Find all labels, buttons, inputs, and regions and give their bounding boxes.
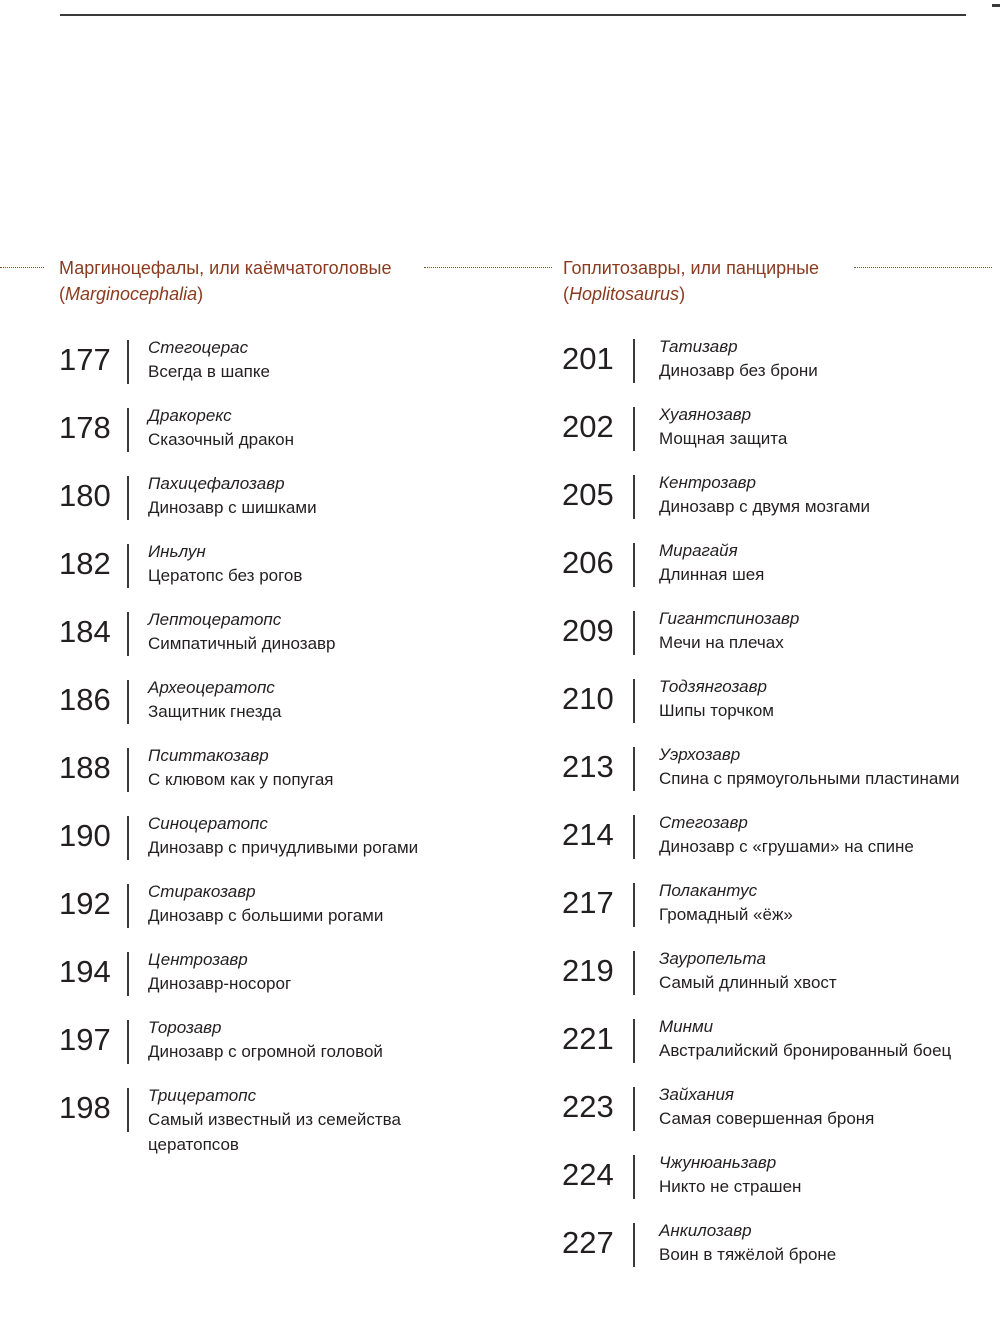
entry-description: Цератопс без рогов (148, 566, 303, 585)
entry-description: Сказочный дракон (148, 430, 295, 449)
page-number: 213 (562, 749, 614, 784)
divider-bar (633, 815, 635, 859)
entry-description: Динозавр с причудливыми рогами (148, 838, 419, 857)
dinosaur-name: Зайхания (659, 1085, 734, 1104)
divider-bar (633, 883, 635, 927)
dinosaur-name: Гигантспинозавр (659, 609, 800, 628)
divider-bar (127, 1020, 129, 1064)
entry-description: С клювом как у попугая (148, 770, 334, 789)
entry-description: Динозавр с шишками (148, 498, 317, 517)
entry-description: Динозавр с огромной головой (148, 1042, 383, 1061)
page-number: 184 (59, 614, 111, 649)
dinosaur-name: Торозавр (148, 1018, 222, 1037)
page-number: 206 (562, 545, 614, 580)
divider-bar (127, 680, 129, 724)
page-number: 221 (562, 1021, 614, 1056)
page-number: 198 (59, 1090, 111, 1125)
page-number: 197 (59, 1022, 111, 1057)
divider-bar (633, 1223, 635, 1267)
dinosaur-name: Дракорекс (148, 406, 232, 425)
entry-description: Воин в тяжёлой броне (659, 1245, 837, 1264)
dinosaur-name: Кентрозавр (659, 473, 757, 492)
right-section-title: Гоплитозавры, или панцирные (563, 258, 820, 278)
entry-description: Громадный «ёж» (659, 905, 793, 924)
divider-bar (633, 1155, 635, 1199)
dinosaur-name: Мирагайя (659, 541, 738, 560)
entry-description: Динозавр без брони (659, 361, 818, 380)
page-number: 188 (59, 750, 111, 785)
entry-description: Самый известный из семейства цератопсов (148, 1110, 401, 1154)
divider-bar (127, 952, 129, 996)
page-number: 178 (59, 410, 111, 445)
dinosaur-name: Синоцератопс (148, 814, 268, 833)
page-number: 201 (562, 341, 614, 376)
page-number: 177 (59, 342, 111, 377)
dinosaur-name: Стиракозавр (148, 882, 256, 901)
divider-bar (127, 476, 129, 520)
dinosaur-name: Иньлун (148, 542, 206, 561)
page-number: 180 (59, 478, 111, 513)
left-header-dotted-line-start (0, 267, 44, 268)
dinosaur-name: Анкилозавр (659, 1221, 752, 1240)
divider-bar (127, 1088, 129, 1132)
divider-bar (127, 340, 129, 384)
dinosaur-name: Тодзянгозавр (659, 677, 767, 696)
entry-description: Самый длинный хвост (659, 973, 837, 992)
dinosaur-name: Чжунюаньзавр (659, 1153, 777, 1172)
page-number: 186 (59, 682, 111, 717)
dinosaur-name: Стегоцерас (148, 338, 249, 357)
left-section-header (0, 255, 540, 307)
divider-bar (633, 747, 635, 791)
divider-bar (633, 543, 635, 587)
divider-bar (633, 679, 635, 723)
dinosaur-name: Археоцератопс (148, 678, 275, 697)
entry-description: Динозавр-носорог (148, 974, 292, 993)
divider-bar (633, 951, 635, 995)
dinosaur-name: Центрозавр (148, 950, 248, 969)
divider-bar (127, 748, 129, 792)
divider-bar (633, 611, 635, 655)
entry-description: Австралийский бронированный боец (659, 1041, 952, 1060)
divider-bar (633, 475, 635, 519)
dinosaur-name: Стегозавр (659, 813, 748, 832)
dinosaur-name: Полакантус (659, 881, 758, 900)
divider-bar (127, 544, 129, 588)
entry-description: Динозавр с «грушами» на спине (659, 837, 914, 856)
page-number: 223 (562, 1089, 614, 1124)
dinosaur-name: Уэрхозавр (659, 745, 741, 764)
entry-description: Симпатичный динозавр (148, 634, 336, 653)
dinosaur-name: Лептоцератопс (148, 610, 282, 629)
divider-bar (127, 612, 129, 656)
page-number: 202 (562, 409, 614, 444)
dinosaur-name: Татизавр (659, 337, 738, 356)
dinosaur-name: Пахицефалозавр (148, 474, 285, 493)
entry-description: Всегда в шапке (148, 362, 270, 381)
dinosaur-name: Пситтакозавр (148, 746, 269, 765)
page-number: 214 (562, 817, 614, 852)
page-number: 210 (562, 681, 614, 716)
page-number: 194 (59, 954, 111, 989)
dinosaur-name: Зауропельта (659, 949, 766, 968)
page-number: 224 (562, 1157, 614, 1192)
page-number: 190 (59, 818, 111, 853)
entry-description: Динозавр с двумя мозгами (659, 497, 871, 516)
divider-bar (633, 339, 635, 383)
entry-description: Длинная шея (659, 565, 765, 584)
entry-description: Динозавр с большими рогами (148, 906, 384, 925)
page-number: 209 (562, 613, 614, 648)
divider-bar (127, 884, 129, 928)
dinosaur-name: Минми (659, 1017, 714, 1036)
top-rule (60, 14, 966, 16)
page-number: 227 (562, 1225, 614, 1260)
entry-description: Мечи на плечах (659, 633, 784, 652)
page-number: 219 (562, 953, 614, 988)
divider-bar (633, 407, 635, 451)
entry-description: Спина с прямоугольными пластинами (659, 769, 960, 788)
dinosaur-name: Хуаянозавр (659, 405, 752, 424)
left-section-title: Маргиноцефалы, или каёмчатоголовые (59, 258, 392, 278)
right-section-latin: (Hoplitosaurus) (563, 284, 686, 304)
left-section-latin: (Marginocephalia) (59, 284, 204, 304)
entry-description: Шипы торчком (659, 701, 774, 720)
divider-bar (127, 816, 129, 860)
corner-mark (992, 4, 1000, 7)
page-number: 205 (562, 477, 614, 512)
page-number: 192 (59, 886, 111, 921)
page-number: 217 (562, 885, 614, 920)
entry-description: Никто не страшен (659, 1177, 802, 1196)
divider-bar (633, 1019, 635, 1063)
page-number: 182 (59, 546, 111, 581)
entry-description: Защитник гнезда (148, 702, 282, 721)
dinosaur-name: Трицератопс (148, 1086, 257, 1105)
right-section-header (540, 255, 1000, 307)
right-header-dotted-line-end (854, 267, 992, 268)
divider-bar (633, 1087, 635, 1131)
left-header-dotted-line-end (424, 267, 552, 268)
entry-description: Мощная защита (659, 429, 788, 448)
divider-bar (127, 408, 129, 452)
entry-description: Самая совершенная броня (659, 1109, 875, 1128)
